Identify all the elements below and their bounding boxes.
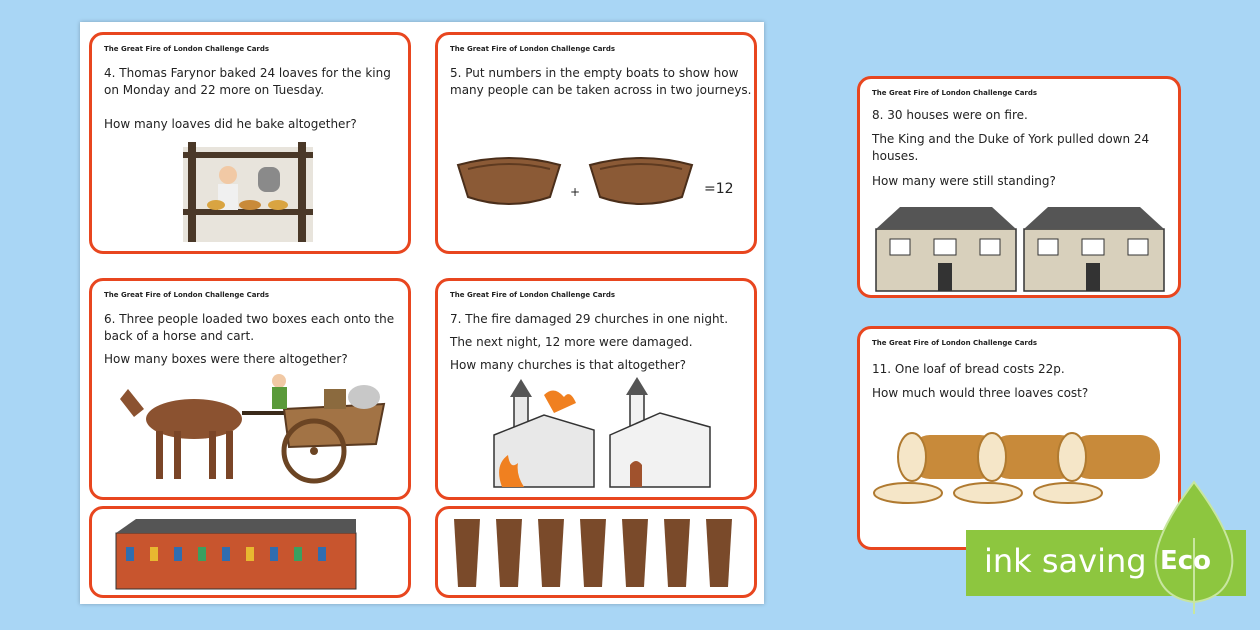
challenge-card-8: [857, 76, 1181, 298]
card-header: The Great Fire of London Challenge Cards: [450, 45, 616, 53]
challenge-card-11: [857, 326, 1181, 550]
eco-label: Eco: [1160, 546, 1212, 576]
burning-churches-illustration: [484, 375, 714, 493]
card-text-line-2: The King and the Duke of York pulled down 24: [872, 132, 1150, 146]
card-question: How many were still standing?: [872, 174, 1056, 188]
card-text-line-2: back of a horse and cart.: [104, 329, 255, 343]
card-text-line-1: 6. Three people loaded two boxes each onto the: [104, 312, 395, 326]
challenge-card-4: [89, 32, 411, 254]
card-question: How many churches is that altogether?: [450, 358, 687, 372]
challenge-card-5: [435, 32, 757, 254]
bread-loaves-illustration: [870, 427, 1170, 507]
card-text-line-1: 11. One loaf of bread costs 22p.: [872, 362, 1065, 376]
plus-sign: +: [570, 185, 581, 199]
card-question: How many boxes were there altogether?: [104, 352, 348, 366]
card-text-line-1: 4. Thomas Farynor baked 24 loaves for the king: [104, 66, 391, 80]
card-header: The Great Fire of London Challenge Cards: [104, 45, 270, 53]
ink-saving-label: ink saving: [984, 542, 1147, 580]
card-header: The Great Fire of London Challenge Cards: [872, 89, 1038, 97]
card-header: The Great Fire of London Challenge Cards: [450, 291, 616, 299]
rowing-boat-2: [586, 153, 696, 209]
baker-shop-illustration: [178, 137, 318, 247]
card-text-line-2: many people can be taken across in two journeys.: [450, 83, 752, 97]
tudor-houses-illustration: [870, 191, 1170, 295]
card-question: How many loaves did he bake altogether?: [104, 117, 357, 131]
challenge-card-7: [435, 278, 757, 500]
rowing-boat-1: [454, 153, 564, 209]
card-text-line-1: 7. The fire damaged 29 churches in one night.: [450, 312, 729, 326]
card-text-line-2: The next night, 12 more were damaged.: [450, 335, 693, 349]
water-buckets-illustration: [448, 513, 748, 593]
card-text-line-3: houses.: [872, 149, 919, 163]
challenge-card-6: [89, 278, 411, 500]
card-question: How much would three loaves cost?: [872, 386, 1089, 400]
challenge-card-partial-right: [435, 506, 757, 598]
card-text-line-1: 8. 30 houses were on fire.: [872, 108, 1028, 122]
card-text-line-1: 5. Put numbers in the empty boats to show how: [450, 66, 739, 80]
horse-and-cart-illustration: [114, 369, 394, 494]
card-header: The Great Fire of London Challenge Cards: [872, 339, 1038, 347]
card-header: The Great Fire of London Challenge Cards: [104, 291, 270, 299]
equals-twelve: =12: [704, 181, 734, 197]
terraced-houses-illustration: [106, 515, 396, 593]
challenge-card-partial-left: [89, 506, 411, 598]
card-text-line-2: on Monday and 22 more on Tuesday.: [104, 83, 325, 97]
